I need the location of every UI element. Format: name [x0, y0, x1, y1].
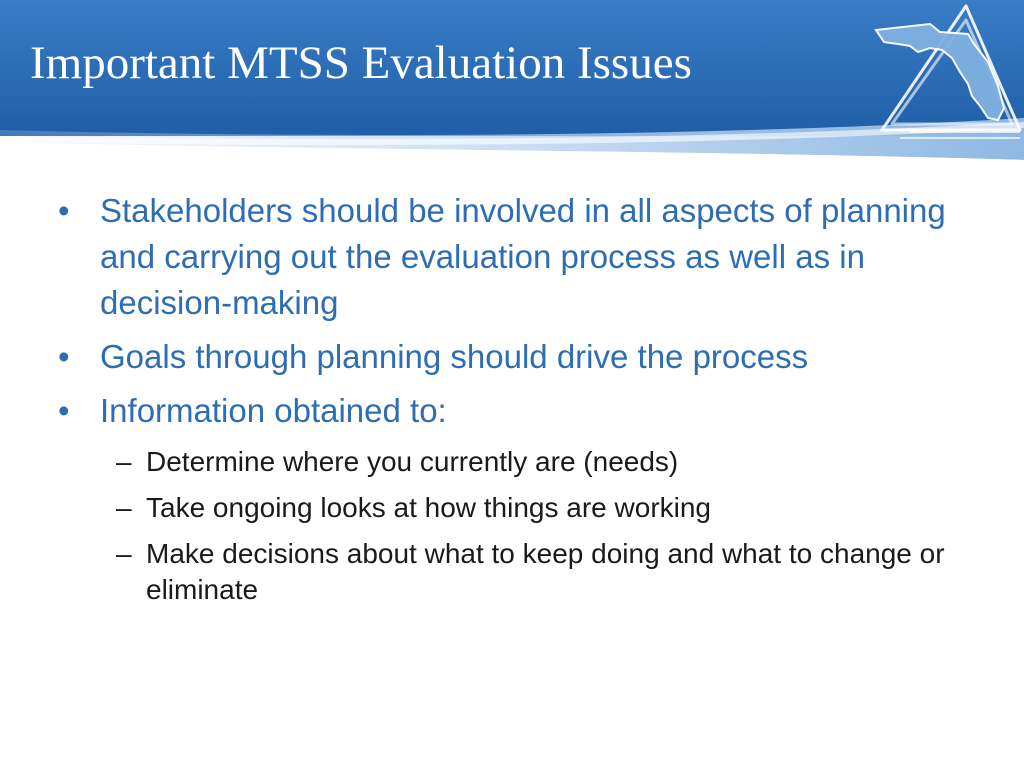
sub-bullet-item: – Determine where you currently are (needs) — [116, 444, 958, 480]
sub-bullet-item: – Make decisions about what to keep doing and what to change or eliminate — [116, 536, 958, 608]
slide-title: Important MTSS Evaluation Issues — [30, 37, 692, 89]
bullet-item: • Information obtained to: — [58, 388, 958, 434]
bullet-item: • Goals through planning should drive the process — [58, 334, 958, 380]
bullet-list — [58, 188, 958, 434]
sub-bullet-item: – Take ongoing looks at how things are working — [116, 490, 958, 526]
slide-content — [58, 188, 958, 608]
sub-bullet-list — [58, 444, 958, 608]
florida-triangle-logo-icon — [870, 0, 1024, 150]
bullet-item: • Stakeholders should be involved in all aspects of planning and carrying out the evaluation process as well as in decision-making — [58, 188, 958, 326]
header-banner — [0, 0, 1024, 160]
